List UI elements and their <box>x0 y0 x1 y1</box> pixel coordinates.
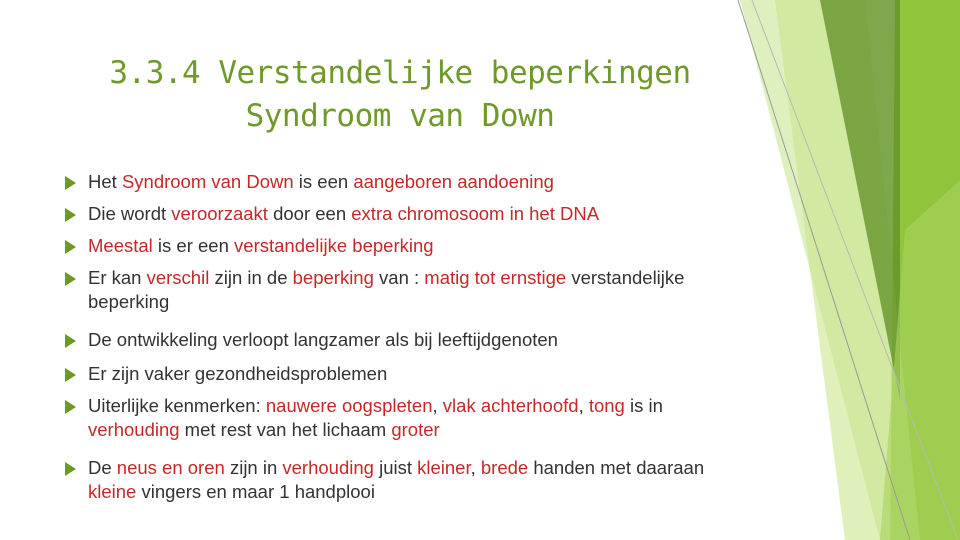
slide-title <box>60 52 740 138</box>
highlighted-text: beperking <box>292 267 374 288</box>
title-line-2: Syndroom van Down <box>245 98 555 134</box>
title-line-1: 3.3.4 Verstandelijke beperkingen <box>109 55 691 91</box>
body-text: zijn in <box>224 457 283 478</box>
bullet-text <box>88 202 728 226</box>
highlighted-text: kleine <box>88 481 137 502</box>
body-text: Er kan <box>88 267 147 288</box>
highlighted-text: neus en oren <box>116 457 225 478</box>
body-text: , <box>578 395 589 416</box>
body-text: vingers en maar 1 handplooi <box>136 481 375 502</box>
body-text: zijn in de <box>209 267 293 288</box>
highlighted-text: aangeboren aandoening <box>353 171 554 192</box>
body-text: , <box>470 457 481 478</box>
body-text: , <box>432 395 443 416</box>
body-text: verstandelijke beperking <box>88 267 685 312</box>
highlighted-text: verstandelijke beperking <box>234 235 434 256</box>
body-text: handen met daaraan <box>528 457 705 478</box>
body-text: is een <box>293 171 354 192</box>
body-text: met rest van het lichaam <box>179 419 392 440</box>
triangle-right-icon <box>62 207 78 223</box>
bullet-text <box>88 234 728 258</box>
body-text: De <box>88 457 117 478</box>
highlighted-text: nauwere oogspleten <box>265 395 433 416</box>
body-text: Er zijn vaker gezondheidsproblemen <box>88 363 388 384</box>
bullet-text <box>88 456 728 504</box>
highlighted-text: verschil <box>146 267 210 288</box>
highlighted-text: verhouding <box>282 457 374 478</box>
body-text: De ontwikkeling verloopt langzamer als bij leeftijdgenoten <box>88 329 558 350</box>
bullet-text <box>88 394 728 442</box>
triangle-right-icon <box>62 461 78 477</box>
triangle-right-icon <box>62 367 78 383</box>
highlighted-text: brede <box>480 457 529 478</box>
highlighted-text: verhouding <box>88 419 180 440</box>
triangle-right-icon <box>62 239 78 255</box>
body-text: is in <box>624 395 663 416</box>
body-text: door een <box>267 203 352 224</box>
highlighted-text: matig tot ernstige <box>424 267 567 288</box>
body-text: is er een <box>152 235 235 256</box>
body-text: Die wordt <box>88 203 172 224</box>
bullet-text <box>88 362 728 386</box>
body-text: Uiterlijke kenmerken: <box>88 395 266 416</box>
bullet-text <box>88 266 728 314</box>
bullet-text <box>88 170 728 194</box>
highlighted-text: Syndroom van Down <box>121 171 294 192</box>
triangle-right-icon <box>62 333 78 349</box>
highlighted-text: vlak achterhoofd <box>442 395 579 416</box>
highlighted-text: Meestal <box>88 235 153 256</box>
highlighted-text: tong <box>588 395 625 416</box>
body-text: juist <box>373 457 418 478</box>
highlighted-text: groter <box>391 419 440 440</box>
triangle-right-icon <box>62 399 78 415</box>
triangle-right-icon <box>62 175 78 191</box>
highlighted-text: extra chromosoom in het DNA <box>351 203 600 224</box>
triangle-right-icon <box>62 271 78 287</box>
highlighted-text: kleiner <box>417 457 471 478</box>
bullet-text <box>88 328 728 352</box>
body-text: Het <box>88 171 122 192</box>
body-text: van : <box>373 267 425 288</box>
highlighted-text: veroorzaakt <box>171 203 268 224</box>
